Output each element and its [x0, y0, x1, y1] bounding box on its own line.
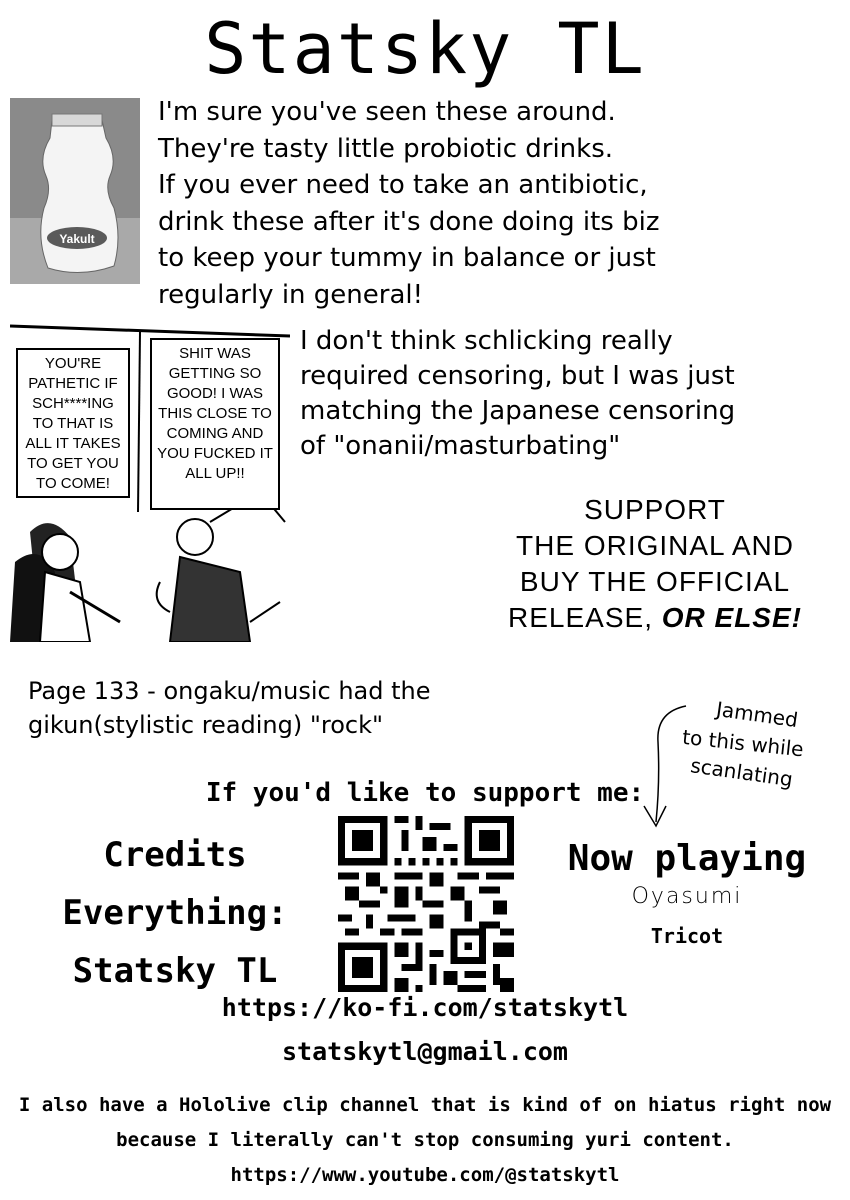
censor-line: required censoring, but I was just: [300, 361, 735, 391]
page-note: [28, 674, 431, 742]
censor-line: of "onanii/masturbating": [300, 431, 621, 461]
support-official-notice: [480, 492, 830, 636]
intro-line: drink these after it's done doing its biz: [158, 206, 660, 237]
censor-line: I don't think schlicking really: [300, 326, 673, 356]
footer-text: [0, 1088, 850, 1193]
support-line: THE ORIGINAL AND: [516, 530, 794, 561]
jammed-line: Jammed: [714, 696, 800, 733]
censor-line: matching the Japanese censoring: [300, 396, 736, 426]
intro-line: I'm sure you've seen these around.: [158, 97, 616, 127]
page-title: Statsky TL: [204, 8, 646, 90]
support-line: SUPPORT: [584, 494, 726, 525]
intro-line: to keep your tummy in balance or just: [158, 243, 656, 273]
jammed-line: scanlating: [689, 753, 795, 792]
intro-line: They're tasty little probiotic drinks.: [158, 133, 614, 164]
speech-bubble-left: YOU'RE PATHETIC IF SCH****ING TO THAT IS ALL IT TAKES TO GET YOU TO COME!: [16, 348, 130, 498]
credits-role: Everything:: [62, 893, 288, 933]
intro-line: regularly in general!: [158, 279, 424, 310]
youtube-link[interactable]: https://www.youtube.com/@statskytl: [230, 1164, 620, 1186]
kofi-link[interactable]: https://ko-fi.com/statskytl: [221, 993, 629, 1022]
support-line: BUY THE OFFICIAL: [519, 566, 791, 597]
svg-text:Yakult: Yakult: [59, 232, 95, 246]
speech-bubble-right: SHIT WAS GETTING SO GOOD! I WAS THIS CLOSE TO COMING AND YOU FUCKED IT ALL UP!!: [150, 338, 280, 510]
intro-paragraph: [158, 94, 718, 313]
censor-paragraph: [300, 324, 820, 464]
page-note-line: Page 133 - ongaku/music had the: [28, 677, 431, 705]
now-playing-heading: Now playing: [567, 838, 807, 879]
footer-line: because I literally can't stop consuming yuri content.: [116, 1129, 734, 1151]
yakult-bottle-image: [10, 98, 140, 284]
intro-line: If you ever need to take an antibiotic,: [158, 170, 648, 200]
support-me-heading: If you'd like to support me:: [205, 778, 645, 808]
manga-panel: [10, 322, 290, 642]
jammed-note: [676, 696, 846, 792]
credits-name: Statsky TL: [72, 951, 278, 991]
footer-line: I also have a Hololive clip channel that is kind of on hiatus right now: [18, 1094, 832, 1116]
now-playing-song: Oyasumi: [631, 884, 743, 909]
credits-block: [30, 826, 320, 1000]
jammed-line: to this while: [681, 724, 805, 762]
support-emphasis: OR ELSE!: [661, 602, 802, 633]
now-playing-artist: Tricot: [650, 924, 724, 948]
email-link[interactable]: statskytl@gmail.com: [282, 1037, 568, 1066]
page-note-line: gikun(stylistic reading) "rock": [28, 711, 384, 739]
credits-heading: Credits: [103, 835, 247, 875]
qr-code[interactable]: [338, 816, 514, 992]
support-line: RELEASE,: [508, 602, 662, 633]
